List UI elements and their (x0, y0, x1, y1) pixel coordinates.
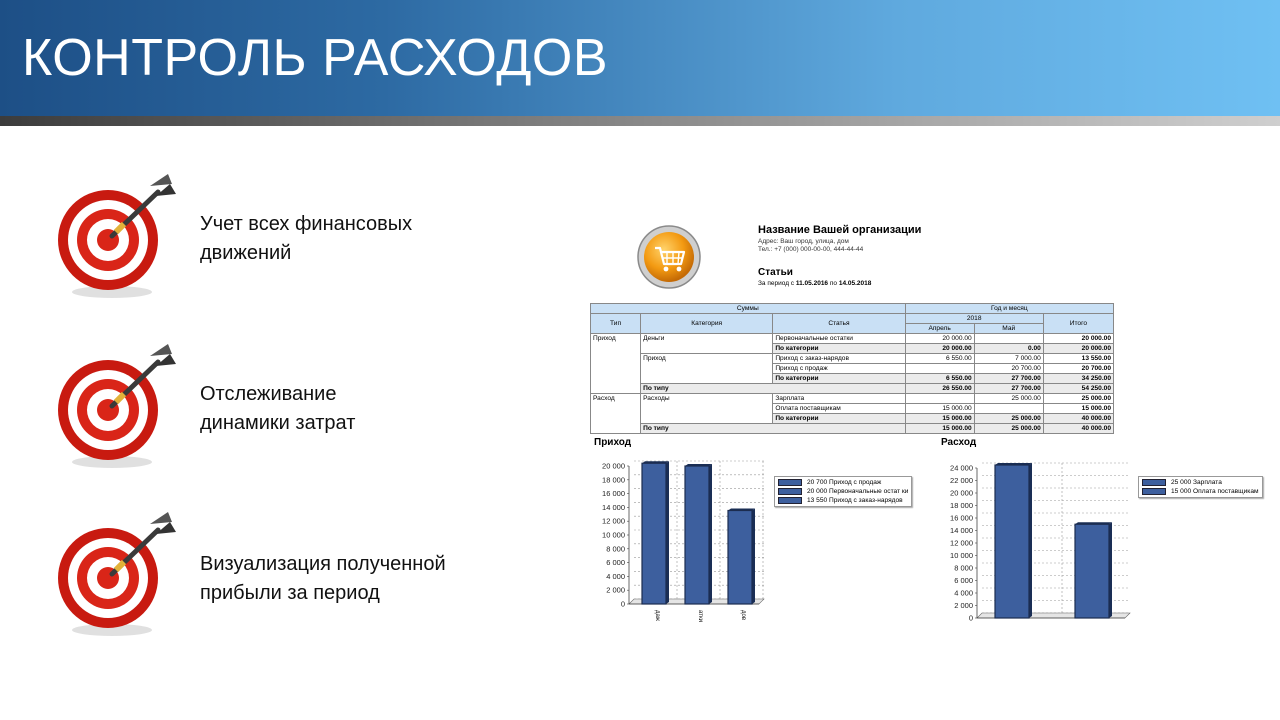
chart-title-income: Приход (594, 437, 632, 448)
y-tick-label: 8 000 (606, 544, 625, 554)
table-row: Приход Деньги Первоначальные остатки 20 000.00 20 000.00 (591, 334, 1114, 344)
y-tick-label: 0 (968, 613, 973, 623)
col-category: Категория (641, 314, 773, 334)
report-title: Статьи (758, 267, 793, 278)
target-dart-icon (50, 340, 190, 470)
header-divider (0, 116, 1280, 126)
y-tick-label: 10 000 (602, 530, 625, 540)
x-tick-label: атки (697, 610, 703, 622)
legend-item: 15 000 Оплата поставщикам (1142, 487, 1259, 496)
target-dart-icon (50, 170, 190, 300)
shopping-cart-icon (636, 224, 702, 290)
bullet-text: Визуализация полученной прибыли за период (200, 553, 446, 604)
table-row: Расход Расходы Зарплата 25 000.00 25 000.00 (591, 394, 1114, 404)
y-tick-label: 12 000 (950, 538, 973, 548)
bar (728, 511, 752, 604)
bar (642, 463, 666, 604)
y-tick-label: 4 000 (954, 588, 973, 598)
header-sums: Суммы (591, 304, 906, 314)
report-period: За период с 11.05.2016 по 14.05.2018 (758, 280, 872, 287)
bar (1075, 524, 1109, 618)
target-dart-icon (50, 508, 190, 638)
org-name: Название Вашей организации (758, 224, 922, 236)
y-tick-label: 4 000 (606, 571, 625, 581)
bullet-text: Отслеживание динамики затрат (200, 383, 356, 434)
y-tick-label: 20 000 (950, 488, 973, 498)
legend-item: 20 700 Приход с продаж (778, 478, 908, 487)
legend-item: 25 000 Зарплата (1142, 478, 1259, 487)
x-tick-label: дов (740, 610, 746, 621)
col-year: 2018 (905, 314, 1043, 324)
y-tick-label: 18 000 (950, 501, 973, 510)
chart-title-expense: Расход (941, 437, 977, 448)
col-article: Статья (773, 314, 905, 334)
y-tick-label: 6 000 (606, 558, 625, 568)
y-tick-label: 10 000 (950, 551, 973, 560)
y-tick-label: 0 (620, 599, 625, 609)
slide-header (0, 0, 1280, 116)
legend-item: 20 000 Первоначальные остат ки (778, 487, 908, 496)
org-phone: Тел.: +7 (000) 000-00-00, 444-44-44 (758, 246, 864, 253)
table-row: Приход с продаж 20 700.00 20 700.00 (591, 364, 1114, 374)
y-tick-label: 8 000 (954, 563, 973, 573)
table-row: Оплата поставщикам 15 000.00 15 000.00 (591, 404, 1114, 414)
col-type: Тип (591, 314, 641, 334)
y-tick-label: 14 000 (950, 526, 973, 535)
bullet-item (50, 508, 500, 638)
org-address: Адрес: Ваш город, улица, дом (758, 238, 849, 245)
legend-item: 13 550 Приход с заказ-нарядов (778, 496, 908, 505)
report-table (590, 303, 1114, 434)
table-row: Приход Приход с заказ-нарядов 6 550.00 7 000.00 13 550.00 (591, 354, 1114, 364)
expense-legend (1138, 476, 1263, 498)
table-row: По категории 6 550.00 27 700.00 34 250.00 (591, 374, 1114, 384)
col-total: Итого (1043, 314, 1113, 334)
expense-chart (936, 452, 1136, 628)
col-may: Май (974, 324, 1043, 334)
y-tick-label: 16 000 (602, 489, 625, 499)
bullet-item (50, 340, 500, 470)
y-tick-label: 12 000 (602, 516, 625, 526)
y-tick-label: 2 000 (606, 585, 625, 595)
table-row: По категории 20 000.00 0.00 20 000.00 (591, 344, 1114, 354)
y-tick-label: 24 000 (950, 463, 973, 473)
income-chart (588, 452, 778, 628)
table-row: По типу 15 000.00 25 000.00 40 000.00 (591, 424, 1114, 434)
bar (685, 466, 709, 604)
table-row: По типу 26 550.00 27 700.00 54 250.00 (591, 384, 1114, 394)
y-tick-label: 20 000 (602, 461, 625, 471)
y-tick-label: 16 000 (950, 513, 973, 523)
y-tick-label: 2 000 (954, 601, 973, 610)
y-tick-label: 18 000 (602, 475, 625, 485)
x-tick-label: даж (654, 610, 660, 621)
header-period: Год и месяц (905, 304, 1113, 314)
bar (995, 465, 1029, 618)
col-april: Апрель (905, 324, 974, 334)
bullet-text: Учет всех финансовых движений (200, 213, 413, 264)
bullet-item (50, 170, 500, 300)
income-legend (774, 476, 912, 507)
slide-title: КОНТРОЛЬ РАСХОДОВ (22, 29, 609, 87)
y-tick-label: 14 000 (602, 502, 625, 512)
y-tick-label: 22 000 (950, 476, 973, 485)
table-row: По категории 15 000.00 25 000.00 40 000.00 (591, 414, 1114, 424)
y-tick-label: 6 000 (954, 576, 973, 585)
